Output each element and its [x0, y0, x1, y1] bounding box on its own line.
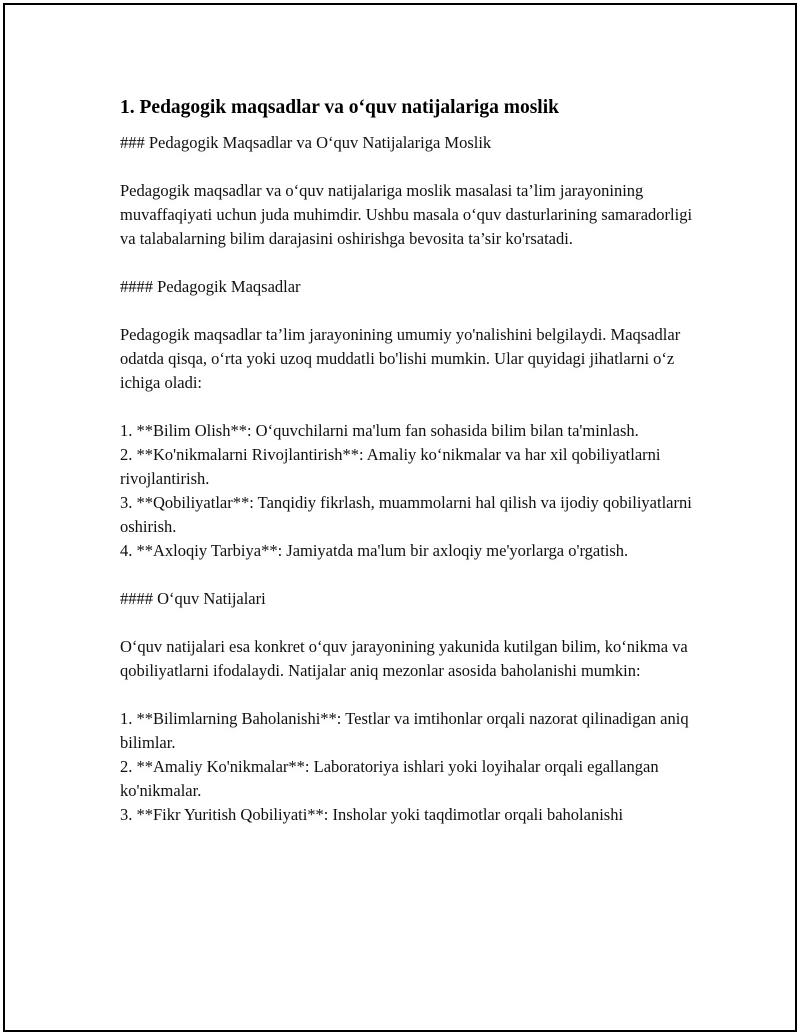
list-item: 2. **Ko'nikmalarni Rivojlantirish**: Amaliy ko‘nikmalar va har xil qobiliyatlarni rivojlantirish.: [120, 445, 661, 489]
list-item: 1. **Bilimlarning Baholanishi**: Testlar va imtihonlar orqali nazorat qilinadigan aniq bilimlar.: [120, 709, 689, 753]
list-item: 4. **Axloqiy Tarbiya**: Jamiyatda ma'lum bir axloqiy me'yorlarga o'rgatish.: [120, 541, 629, 561]
goals-paragraph: Pedagogik maqsadlar ta’lim jarayonining umumiy yo'nalishini belgilaydi. Maqsadlar odatda qisqa, o‘rta yoki uzoq muddatli bo'lishi mumkin. Ular quyidagi jihatlarni o‘z ichiga oladi:: [120, 325, 681, 393]
list-item: 2. **Amaliy Ko'nikmalar**: Laboratoriya ishlari yoki loyihalar orqali egallangan ko'nikmalar.: [120, 757, 659, 801]
list-item: 3. **Fikr Yuritish Qobiliyati**: Insholar yoki taqdimotlar orqali baholanishi: [120, 805, 624, 825]
outcomes-list: [120, 707, 700, 827]
document-title: 1. Pedagogik maqsadlar va o‘quv natijalariga moslik: [120, 97, 559, 118]
list-item: 3. **Qobiliyatlar**: Tanqidiy fikrlash, muammolarni hal qilish va ijodiy qobiliyatlarni oshirish.: [120, 493, 692, 537]
section-heading-main: ### Pedagogik Maqsadlar va O‘quv Natijalariga Moslik: [120, 133, 492, 153]
document-content: [120, 95, 700, 851]
outcomes-paragraph: O‘quv natijalari esa konkret o‘quv jarayonining yakunida kutilgan bilim, ko‘nikma va qobiliyatlarni ifodalaydi. Natijalar aniq mezonlar asosida baholanishi mumkin:: [120, 637, 688, 681]
section-heading-outcomes: #### O‘quv Natijalari: [120, 589, 266, 609]
list-item: 1. **Bilim Olish**: O‘quvchilarni ma'lum fan sohasida bilim bilan ta'minlash.: [120, 421, 639, 441]
section-heading-goals: #### Pedagogik Maqsadlar: [120, 277, 301, 297]
goals-list: [120, 419, 700, 563]
intro-paragraph: Pedagogik maqsadlar va o‘quv natijalariga moslik masalasi ta’lim jarayonining muvaffaqiyati uchun juda muhimdir. Ushbu masala o‘quv dasturlarining samaradorligi va talabalarning bilim darajasini oshirishga bevosita ta’sir ko'rsatadi.: [120, 181, 693, 249]
document-page: [3, 3, 797, 1032]
